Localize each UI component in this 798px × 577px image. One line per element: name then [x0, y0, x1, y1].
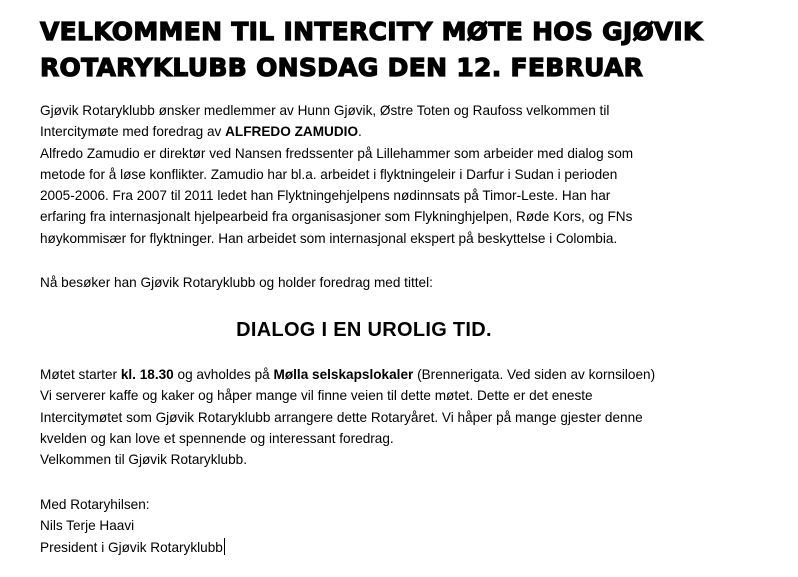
intro-line-5: 2005-2006. Fra 2007 til 2011 ledet han Flyktningehjelpens nødinnsats på Timor-Leste. Han har [40, 188, 611, 204]
details-paragraph [40, 364, 780, 470]
headline-line-2: ROTARYKLUBB ONSDAG DEN 12. FEBRUAR [40, 53, 644, 82]
headline [40, 14, 703, 86]
intro-line-2-text: Intercitymøte med foredrag av [40, 124, 226, 140]
intro-line-6: erfaring fra internasjonalt hjelpearbeid fra organisasjoner som Flykninghjelpen, Røde Kors, og FNs [40, 209, 633, 225]
intro-line-3: Alfredo Zamudio er direktør ved Nansen fredssenter på Lillehammer som arbeider med dialog som [40, 145, 634, 161]
meeting-venue: Mølla selskapslokaler [273, 367, 414, 382]
speaker-name: ALFREDO ZAMUDIO [225, 124, 359, 140]
signature-title: President i Gjøvik Rotaryklubb [40, 539, 223, 555]
details-line-4: kvelden og kan love et spennende og interessant foredrag. [40, 430, 394, 446]
headline-line-1: VELKOMMEN TIL INTERCITY MØTE HOS GJØVIK [40, 17, 703, 46]
details-line-2: Vi serverer kaffe og kaker og håper mange vil finne veien til dette møtet. Dette er det eneste [40, 388, 593, 404]
text-cursor [224, 538, 225, 555]
details-line-1 [40, 364, 780, 385]
intro-line-2 [40, 121, 780, 142]
signature-name: Nils Terje Haavi [40, 518, 135, 534]
intro-line-7: høykommisær for flyktninger. Han arbeidet som internasjonal ekspert på beskyttelse i Colombia. [40, 230, 618, 246]
signature-title-line [40, 537, 780, 558]
details-line-3: Intercitymøtet som Gjøvik Rotaryklubb arrangere dette Rotaryåret. Vi håper på mange gjester denne [40, 409, 643, 425]
intro-paragraph [40, 100, 780, 249]
details-line-1-b: og avholdes på [173, 367, 274, 382]
details-line-1-c: (Brennerigata. Ved siden av kornsiloen) [413, 367, 656, 382]
details-line-1-a: Møtet starter [40, 367, 121, 382]
intro-line-1: Gjøvik Rotaryklubb ønsker medlemmer av Hunn Gjøvik, Østre Toten og Raufoss velkommen til [40, 103, 610, 118]
visit-paragraph [40, 272, 780, 293]
signature-block [40, 494, 780, 558]
visit-line-1: Nå besøker han Gjøvik Rotaryklubb og holder foredrag med tittel: [40, 275, 433, 290]
meeting-time: kl. 18.30 [120, 367, 174, 382]
details-line-5: Velkommen til Gjøvik Rotaryklubb. [40, 452, 247, 468]
intro-line-2-end: . [358, 124, 362, 140]
intro-line-4: metode for å løse konflikter. Zamudio har bl.a. arbeidet i flyktningeleir i Darfur i Sudan i perioden [40, 166, 618, 182]
lecture-title: DIALOG I EN UROLIG TID. [236, 319, 492, 341]
signature-greeting: Med Rotaryhilsen: [40, 497, 150, 512]
